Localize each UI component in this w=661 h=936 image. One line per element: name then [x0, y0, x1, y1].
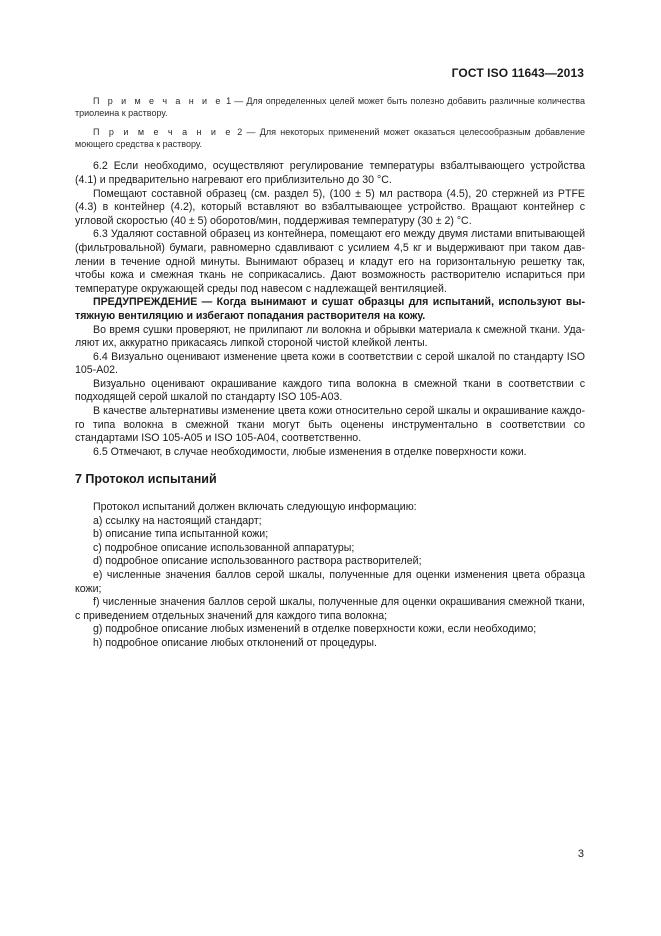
list-item-h: h) подробное описание любых отклонений от процедуры. [93, 636, 377, 649]
page-content [75, 96, 585, 651]
paragraph-sample: Помещают составной образец (см. раздел 5), (100 ± 5) мл раствора (4.5), 20 стержней из PTFE (4.3) в контейнер (4.2), который вставляют во взбалтывающее устройство. Вращают контейнер с угловой скоростью (40 ± 5) оборотов/мин, поддерживая температуру (30 ± 2) °C. [75, 187, 585, 227]
paragraph-6-5: 6.5 Отмечают, в случае необходимости, любые изменения в отделке поверхности кожи. [93, 445, 527, 458]
list-item-a: a) ссылку на настоящий стандарт; [93, 514, 262, 527]
paragraph-6-2: 6.2 Если необходимо, осуществляют регулирование температуры взбалтывающего устройства (4.1) и предварительно нагревают его приблизительно до 30 °C. [75, 160, 585, 186]
note-text: 2 — Для некоторых применений может оказаться целесообразным добавление моющего средства к раствору. [75, 127, 585, 149]
list-item-c: c) подробное описание использованной аппаратуры; [93, 541, 355, 554]
warning-text: ПРЕДУПРЕЖДЕНИЕ — Когда вынимают и сушат образцы для испытаний, используют вытяжную вентиляцию и избегают попадания растворителя на кожу. [75, 296, 585, 322]
document-id-header: ГОСТ ISO 11643—2013 [451, 66, 584, 80]
paragraph-6-4: 6.4 Визуально оценивают изменение цвета кожи в соответствии с серой шкалой по стандарту ISO 105-A02. [75, 350, 585, 377]
paragraph-drying: Во время сушки проверяют, не прилипают ли волокна и обрывки материала к смежной ткани. Удаляют их, аккуратно прикасаясь липкой стороной чистой клейкой ленты. [75, 323, 585, 350]
list-item-e: e) численные значения баллов серой шкалы, полученные для оценки изменения цвета образца кожи; [75, 569, 585, 595]
note-label: П р и м е ч а н и е [93, 96, 223, 106]
note-label: П р и м е ч а н и е [93, 127, 234, 138]
note-2 [75, 127, 585, 150]
section-7-title: 7 Протокол испытаний [75, 472, 217, 487]
list-item-f: f) численные значения баллов серой шкалы, полученные для оценки окрашивания смежной ткани, с приведением отдельных значений для каждого типа волокна; [75, 596, 585, 622]
paragraph-6-3: 6.3 Удаляют составной образец из контейнера, помещают его между двумя листами впитывающей (фильтровальной) бумаги, равномерно сдавливают с усилием 4,5 кг и выдерживают при таком давлении в течение одной минуты. Вынимают образец и кладут его на горизонтальную решетку так, чтобы кожа и смежная ткань не соприкасались. Дают возможность растворителю испариться при температуре окружающей среды под навесом с надлежащей вентиляцией. [75, 228, 585, 295]
section-7-intro: Протокол испытаний должен включать следующую информацию: [93, 501, 417, 514]
list-item-d: d) подробное описание использованного раствора растворителей; [93, 555, 422, 568]
page-number: 3 [577, 848, 584, 860]
paragraph-staining: Визуально оценивают окрашивание каждого типа волокна в смежной ткани в соответствии с подходящей серой шкалой по стандарту ISO 105-A03. [75, 377, 585, 404]
list-item-b: b) описание типа испытанной кожи; [93, 528, 269, 541]
note-1 [75, 96, 585, 119]
note-text: 1 — Для определенных целей может быть полезно добавить различные количества триолеина к раствору. [75, 96, 585, 118]
paragraph-alternative: В качестве альтернативы изменение цвета кожи относительно серой шкалы и окрашивание каждого типа волокна в смежной ткани могут быть оценены инструментально в соответствии со стандартами ISO 105-A05 и ISO 105-A04, соответственно. [75, 405, 585, 445]
list-item-g: g) подробное описание любых изменений в отделке поверхности кожи, если необходимо; [93, 623, 537, 636]
